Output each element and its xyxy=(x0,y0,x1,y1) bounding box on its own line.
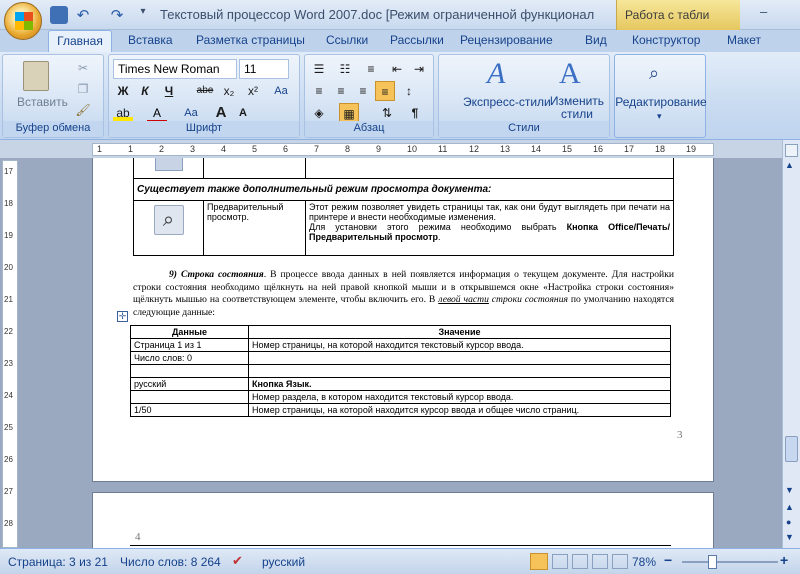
ruler-tick-label: 20 xyxy=(4,263,13,272)
paragraph-group-label xyxy=(305,121,433,137)
ruler-tick-label: 26 xyxy=(4,455,13,464)
status-data-table xyxy=(130,325,671,417)
table-cell: Число слов: 0 xyxy=(131,352,249,365)
zoom-slider-thumb[interactable] xyxy=(708,555,717,569)
vertical-ruler[interactable] xyxy=(2,160,18,548)
borders-icon[interactable]: ▦ xyxy=(339,103,359,123)
zoom-out-icon[interactable]: − xyxy=(664,552,673,568)
copy-icon[interactable]: ❐ xyxy=(77,82,89,96)
shrink-font-button[interactable]: A xyxy=(239,107,247,119)
styles-label-text: Стили xyxy=(508,122,540,134)
format-painter-icon[interactable]: 🖌 xyxy=(75,103,91,117)
section-title: 9) Строка состояния xyxy=(169,269,264,280)
scroll-up-icon[interactable]: ▲ xyxy=(785,160,794,170)
zoom-level[interactable]: 78% xyxy=(632,555,657,569)
page-number-3: 3 xyxy=(677,429,683,441)
table-move-handle-icon[interactable]: ✛ xyxy=(118,311,127,321)
paragraph-label-text: Абзац xyxy=(353,122,385,134)
ruler-tick-label: 6 xyxy=(283,144,289,154)
sort-icon[interactable]: ⇅ xyxy=(381,106,393,120)
ribbon xyxy=(0,52,800,140)
web-layout-view-icon[interactable] xyxy=(572,554,588,569)
zoom-in-icon[interactable]: + xyxy=(780,552,789,568)
section-italic: строки состояния xyxy=(488,294,568,305)
preview-desc2 xyxy=(309,222,670,242)
window-title: Текстовый процессор Word 2007.doc [Режим ограниченной функционал xyxy=(160,7,595,22)
undo-icon[interactable]: ↶ xyxy=(76,7,90,24)
tab-insert[interactable]: Вставка xyxy=(128,33,173,47)
page-4 xyxy=(92,492,714,548)
zoom-slider-track[interactable] xyxy=(682,561,778,563)
table-row xyxy=(131,352,671,365)
paste-button[interactable]: Вставить xyxy=(17,95,68,109)
ruler-tick-label: 15 xyxy=(562,144,573,154)
align-right-icon[interactable]: ≡ xyxy=(359,84,367,98)
paste-icon xyxy=(23,61,49,91)
tab-references[interactable]: Ссылки xyxy=(326,33,369,47)
redo-icon[interactable]: ↷ xyxy=(110,7,124,24)
context-tab-label: Работа с табли xyxy=(625,8,710,22)
qat-customize-icon[interactable]: ▾ xyxy=(140,6,146,17)
prev-page-icon[interactable]: ▲ xyxy=(785,502,794,512)
line-spacing-icon[interactable]: ↕ xyxy=(406,84,412,98)
tab-page-layout[interactable]: Разметка страницы xyxy=(196,33,305,47)
horizontal-ruler[interactable] xyxy=(92,143,714,156)
quick-styles-button[interactable]: Экспресс-стили xyxy=(463,95,551,109)
table-row xyxy=(131,365,671,378)
shading-icon[interactable]: ◈ xyxy=(314,106,324,120)
page-indicator[interactable]: Страница: 3 из 21 xyxy=(8,555,108,569)
section-text3: по умолчанию находятся следующие данные: xyxy=(133,294,675,318)
table-cell: Страница 1 из 1 xyxy=(131,339,249,352)
full-screen-view-icon[interactable] xyxy=(552,554,568,569)
vertical-scrollbar[interactable] xyxy=(782,140,800,548)
increase-indent-icon[interactable]: ⇥ xyxy=(413,62,425,76)
browse-object-icon[interactable]: ● xyxy=(786,517,792,527)
preview-desc2-bold: Кнопка Office/Печать/Предварительный просмотр xyxy=(309,222,670,242)
minimize-button[interactable]: – xyxy=(760,4,768,19)
view-mode-heading: Существует также дополнительный режим просмотра документа: xyxy=(134,179,674,201)
title-bar xyxy=(0,0,800,30)
status-bar-section-text xyxy=(133,269,674,319)
font-size-value: 11 xyxy=(244,62,257,76)
ruler-tick-label: 12 xyxy=(469,144,480,154)
strikethrough-button[interactable]: abe xyxy=(196,85,214,96)
print-preview-icon: ⌕ xyxy=(154,205,184,235)
font-label-text: Шрифт xyxy=(185,122,223,134)
clipboard-group xyxy=(2,54,104,138)
document-area[interactable] xyxy=(20,158,782,548)
col-header-data: Данные xyxy=(131,326,249,339)
ruler-tick-label: 7 xyxy=(314,144,320,154)
col-header-value: Значение xyxy=(249,326,671,339)
section-text1: . В процессе ввода данных в ней появляется информация о текущем документе. xyxy=(263,269,608,280)
ruler-tick-label: 13 xyxy=(500,144,511,154)
change-styles-icon: A xyxy=(559,57,581,90)
align-center-icon[interactable]: ≡ xyxy=(337,84,345,98)
bold-button[interactable]: Ж xyxy=(117,84,129,98)
ruler-tick-label: 8 xyxy=(345,144,351,154)
view-modes-table xyxy=(133,158,674,256)
ruler-tick-label: 17 xyxy=(624,144,635,154)
clear-formatting-button[interactable]: Aa xyxy=(274,85,288,97)
font-name-value: Times New Roman xyxy=(118,62,220,76)
table-row xyxy=(131,378,671,391)
editing-button[interactable]: Редактирование xyxy=(615,95,707,109)
change-styles-button[interactable]: Изменить стили xyxy=(549,94,605,121)
show-marks-button[interactable]: ¶ xyxy=(411,106,419,120)
ruler-tick-label: 17 xyxy=(4,167,13,176)
table-cell xyxy=(249,352,671,365)
scroll-thumb[interactable] xyxy=(785,436,798,462)
table-cell: 1/50 xyxy=(131,404,249,417)
ruler-view-icon[interactable] xyxy=(785,144,798,157)
ruler-tick-label: 14 xyxy=(531,144,542,154)
tab-home[interactable] xyxy=(48,30,112,53)
font-group xyxy=(108,54,300,138)
clipboard-group-label xyxy=(3,121,103,137)
scroll-down-icon[interactable]: ▼ xyxy=(785,485,794,495)
ruler-tick-label: 3 xyxy=(190,144,196,154)
preview-desc2-prefix: Для установки этого режима необходимо выбрать xyxy=(309,222,567,232)
ruler-tick-label: 25 xyxy=(4,423,13,432)
table-cell xyxy=(131,391,249,404)
print-layout-view-icon[interactable] xyxy=(530,553,548,570)
paragraph-group xyxy=(304,54,434,138)
highlight-icon[interactable]: ab xyxy=(113,103,133,123)
grow-font-button[interactable]: A xyxy=(215,104,227,121)
ruler-tick-label: 22 xyxy=(4,327,13,336)
outline-view-icon[interactable] xyxy=(592,554,608,569)
language-indicator[interactable]: русский xyxy=(262,555,306,569)
preview-name: Предварительный просмотр. xyxy=(204,201,306,256)
status-bar xyxy=(0,548,800,574)
office-logo-icon xyxy=(15,12,33,30)
tab-home-label: Главная xyxy=(57,34,103,48)
editing-dropdown-icon: ▾ xyxy=(657,111,662,121)
next-table-top xyxy=(130,545,671,546)
ruler-tick-label: 18 xyxy=(4,199,13,208)
change-case-icon[interactable]: Aa xyxy=(184,107,198,119)
decrease-indent-icon[interactable]: ⇤ xyxy=(391,62,403,76)
ruler-tick-label: 28 xyxy=(4,519,13,528)
page-view-icon xyxy=(155,158,183,171)
table-cell xyxy=(131,365,249,378)
next-page-icon[interactable]: ▼ xyxy=(785,532,794,542)
page-3 xyxy=(92,158,714,482)
tab-view[interactable]: Вид xyxy=(585,33,607,47)
italic-button[interactable]: К xyxy=(141,84,149,98)
ribbon-tabs xyxy=(0,30,800,52)
table-cell xyxy=(249,365,671,378)
cut-icon[interactable]: ✂ xyxy=(77,61,89,75)
ruler-tick-label: 5 xyxy=(252,144,258,154)
subscript-button[interactable]: x₂ xyxy=(223,84,235,98)
section-underline: левой части xyxy=(438,294,489,305)
section-text2: Для настройки строки состояния необходимо щёлкнуть на ней правой кнопкой мыши и в открывшемся окне «Настройка строки состояния» щёлкнуть мышью на соответствующем элементе, чтобы включить его. В xyxy=(133,269,674,305)
table-row xyxy=(131,339,671,352)
justify-icon[interactable]: ≡ xyxy=(375,81,395,101)
table-cell: русский xyxy=(131,378,249,391)
styles-group-label xyxy=(439,121,609,137)
ruler-tick-label: 10 xyxy=(407,144,418,154)
multilevel-list-icon[interactable]: ≡ xyxy=(367,62,375,76)
save-icon[interactable] xyxy=(50,6,68,24)
ruler-tick-label: 1 xyxy=(97,144,103,154)
bullets-icon[interactable]: ☰ xyxy=(313,62,325,76)
font-color-icon[interactable]: A xyxy=(147,103,167,123)
preview-desc1: Этот режим позволяет увидеть страницы так, как они будут выглядеть при печати на принтере и внести необходимые изменения. xyxy=(309,202,670,222)
ruler-tick-label: 11 xyxy=(438,144,448,154)
ruler-tick-label: 24 xyxy=(4,391,13,400)
font-size-select[interactable] xyxy=(239,59,289,79)
binoculars-icon: ⌕ xyxy=(649,63,660,83)
editing-group xyxy=(614,54,706,138)
ruler-tick-label: 2 xyxy=(159,144,165,154)
underline-button[interactable]: Ч xyxy=(164,84,174,98)
preview-desc2-suffix: . xyxy=(438,232,441,242)
table-cell: Номер страницы, на которой находится текстовый курсор ввода. xyxy=(249,339,671,352)
draft-view-icon[interactable] xyxy=(612,554,628,569)
superscript-button[interactable]: x² xyxy=(248,84,258,98)
office-button[interactable] xyxy=(4,2,42,40)
numbering-icon[interactable]: ☷ xyxy=(339,62,351,76)
proofing-icon[interactable]: ✔ xyxy=(232,553,243,568)
ruler-tick-label: 18 xyxy=(655,144,666,154)
tab-review[interactable]: Рецензирование xyxy=(460,33,553,47)
quick-styles-icon: A xyxy=(487,57,506,90)
ruler-tick-label: 27 xyxy=(4,487,13,496)
word-count[interactable]: Число слов: 8 264 xyxy=(120,555,221,569)
tab-design[interactable]: Конструктор xyxy=(632,33,701,47)
ruler-tick-label: 19 xyxy=(686,144,697,154)
table-cell: Номер раздела, в котором находится текстовый курсор ввода. xyxy=(249,391,671,404)
table-row xyxy=(131,404,671,417)
table-cell: Номер страницы, на которой находится курсор ввода и общее число страниц. xyxy=(249,404,671,417)
horizontal-ruler-bar xyxy=(0,140,800,158)
font-group-label xyxy=(109,121,299,137)
ruler-tick-label: 23 xyxy=(4,359,13,368)
styles-group xyxy=(438,54,610,138)
align-left-icon[interactable]: ≡ xyxy=(315,84,323,98)
table-row xyxy=(131,391,671,404)
tab-layout[interactable]: Макет xyxy=(727,33,761,47)
ruler-tick-label: 9 xyxy=(376,144,382,154)
page-number-4: 4 xyxy=(135,531,141,543)
table-tools-context-tab xyxy=(616,0,740,30)
ruler-tick-label: 1 xyxy=(128,144,134,154)
font-name-select[interactable] xyxy=(113,59,237,79)
tab-mailings[interactable]: Рассылки xyxy=(390,33,444,47)
ruler-tick-label: 16 xyxy=(593,144,604,154)
ruler-tick-label: 4 xyxy=(221,144,227,154)
ruler-tick-label: 19 xyxy=(4,231,13,240)
ruler-tick-label: 21 xyxy=(4,295,13,304)
table-cell: Кнопка Язык. xyxy=(249,378,671,391)
clipboard-label-text: Буфер обмена xyxy=(15,122,91,134)
